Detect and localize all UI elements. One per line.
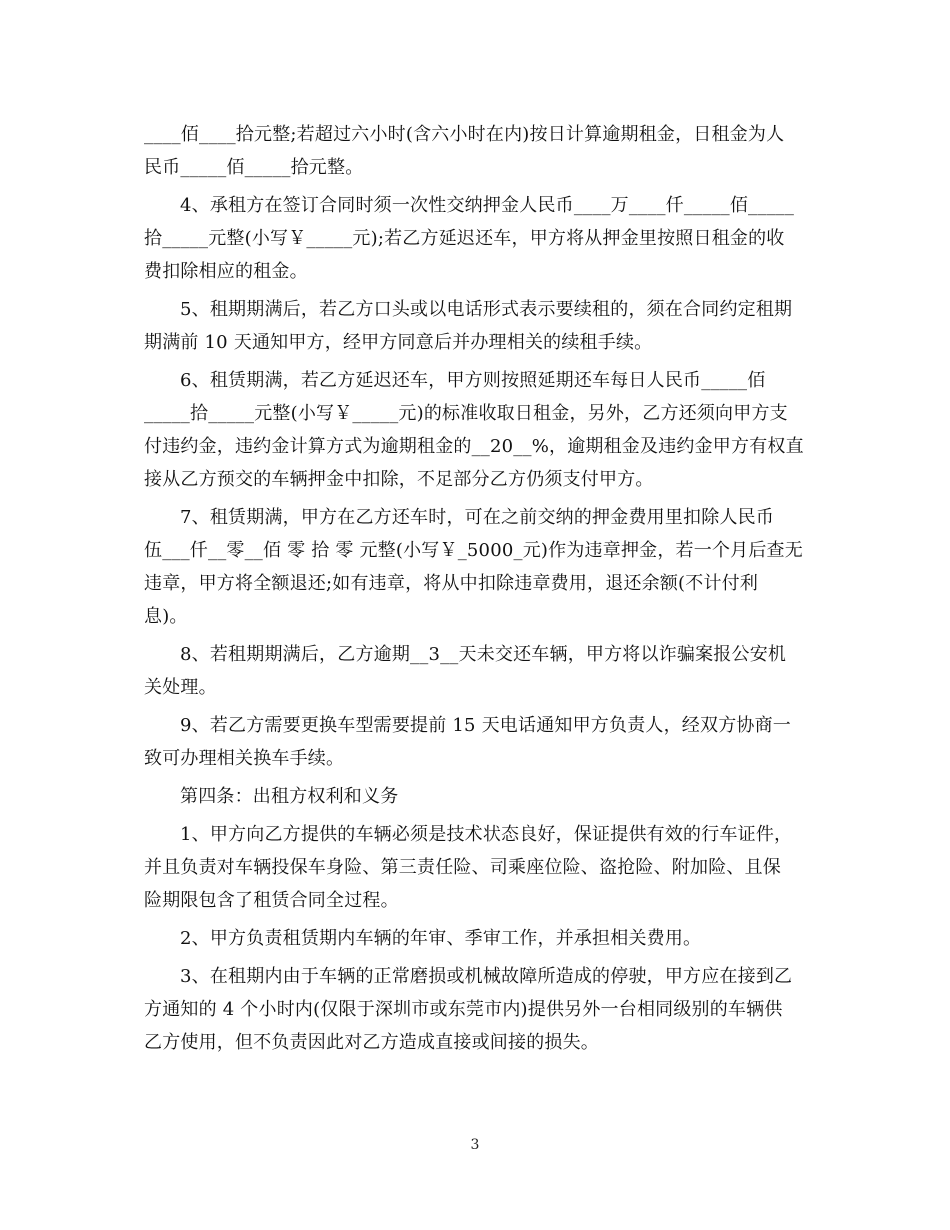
text-line: 险期限包含了租赁合同全过程。	[144, 890, 399, 911]
clause-5-line: 5、租期期满后，若乙方口头或以电话形式表示要续租的，须在合同约定租期	[180, 299, 793, 320]
text-line: 费扣除相应的租金。	[144, 261, 308, 282]
text-line: 方通知的 4 个小时内(仅限于深圳市或东莞市内)提供另外一台相同级别的车辆供	[144, 999, 783, 1020]
text-line: 关处理。	[144, 677, 217, 698]
text-line: 并且负责对车辆投保车身险、第三责任险、司乘座位险、盗抢险、附加险、且保	[144, 857, 781, 878]
text-line: 违章，甲方将全额退还;如有违章，将从中扣除违章费用，退还余额(不计付利	[144, 573, 759, 594]
text-line: 民币_____佰_____拾元整。	[144, 157, 364, 178]
text-line: 伍___仟__零__佰 零 拾 零 元整(小写￥_5000_元)作为违章押金，若一个月后查无	[144, 540, 803, 561]
text-line: 付违约金，违约金计算方式为逾期租金的__20__%，逾期租金及违约金甲方有权直	[144, 436, 804, 457]
clause-7-line: 7、租赁期满，甲方在乙方还车时，可在之前交纳的押金费用里扣除人民币	[180, 507, 775, 528]
clause-9-line: 9、若乙方需要更换车型需要提前 15 天电话通知甲方负责人，经双方协商一	[180, 715, 791, 736]
text-line: _____拾_____元整(小写￥_____元)的标准收取日租金，另外，乙方还须向甲方支	[144, 403, 788, 424]
text-line: 乙方使用，但不负责因此对乙方造成直接或间接的损失。	[144, 1032, 599, 1053]
text-line: 致可办理相关换车手续。	[144, 748, 345, 769]
text-line: ____佰____拾元整;若超过六小时(含六小时在内)按日计算逾期租金，日租金为人	[144, 124, 785, 145]
document-body	[144, 118, 808, 1059]
page-number: 3	[470, 1137, 480, 1153]
clause-6-line: 6、租赁期满，若乙方延迟还车，甲方则按照延期还车每日人民币_____佰	[180, 370, 766, 391]
article4-item-3-line: 3、在租期内由于车辆的正常磨损或机械故障所造成的停驶，甲方应在接到乙	[180, 966, 793, 987]
text-line: 期满前 10 天通知甲方，经甲方同意后并办理相关的续租手续。	[144, 332, 653, 353]
section-heading: 第四条：出租方权利和义务	[180, 786, 399, 807]
article4-item-2-line: 2、甲方负责租赁期内车辆的年审、季审工作，并承担相关费用。	[180, 928, 702, 949]
text-line: 息)。	[144, 606, 188, 627]
clause-8-line: 8、若租期期满后，乙方逾期__3__天未交还车辆，甲方将以诈骗案报公安机	[180, 644, 787, 665]
text-line: 拾_____元整(小写￥_____元);若乙方延迟还车，甲方将从押金里按照日租金的收	[144, 228, 785, 249]
text-line: 接从乙方预交的车辆押金中扣除，不足部分乙方仍须支付甲方。	[144, 469, 654, 490]
clause-4-line: 4、承租方在签订合同时须一次性交纳押金人民币____万____仟_____佰_____	[180, 195, 795, 216]
article4-item-1-line: 1、甲方向乙方提供的车辆必须是技术状态良好，保证提供有效的行车证件，	[180, 824, 793, 845]
